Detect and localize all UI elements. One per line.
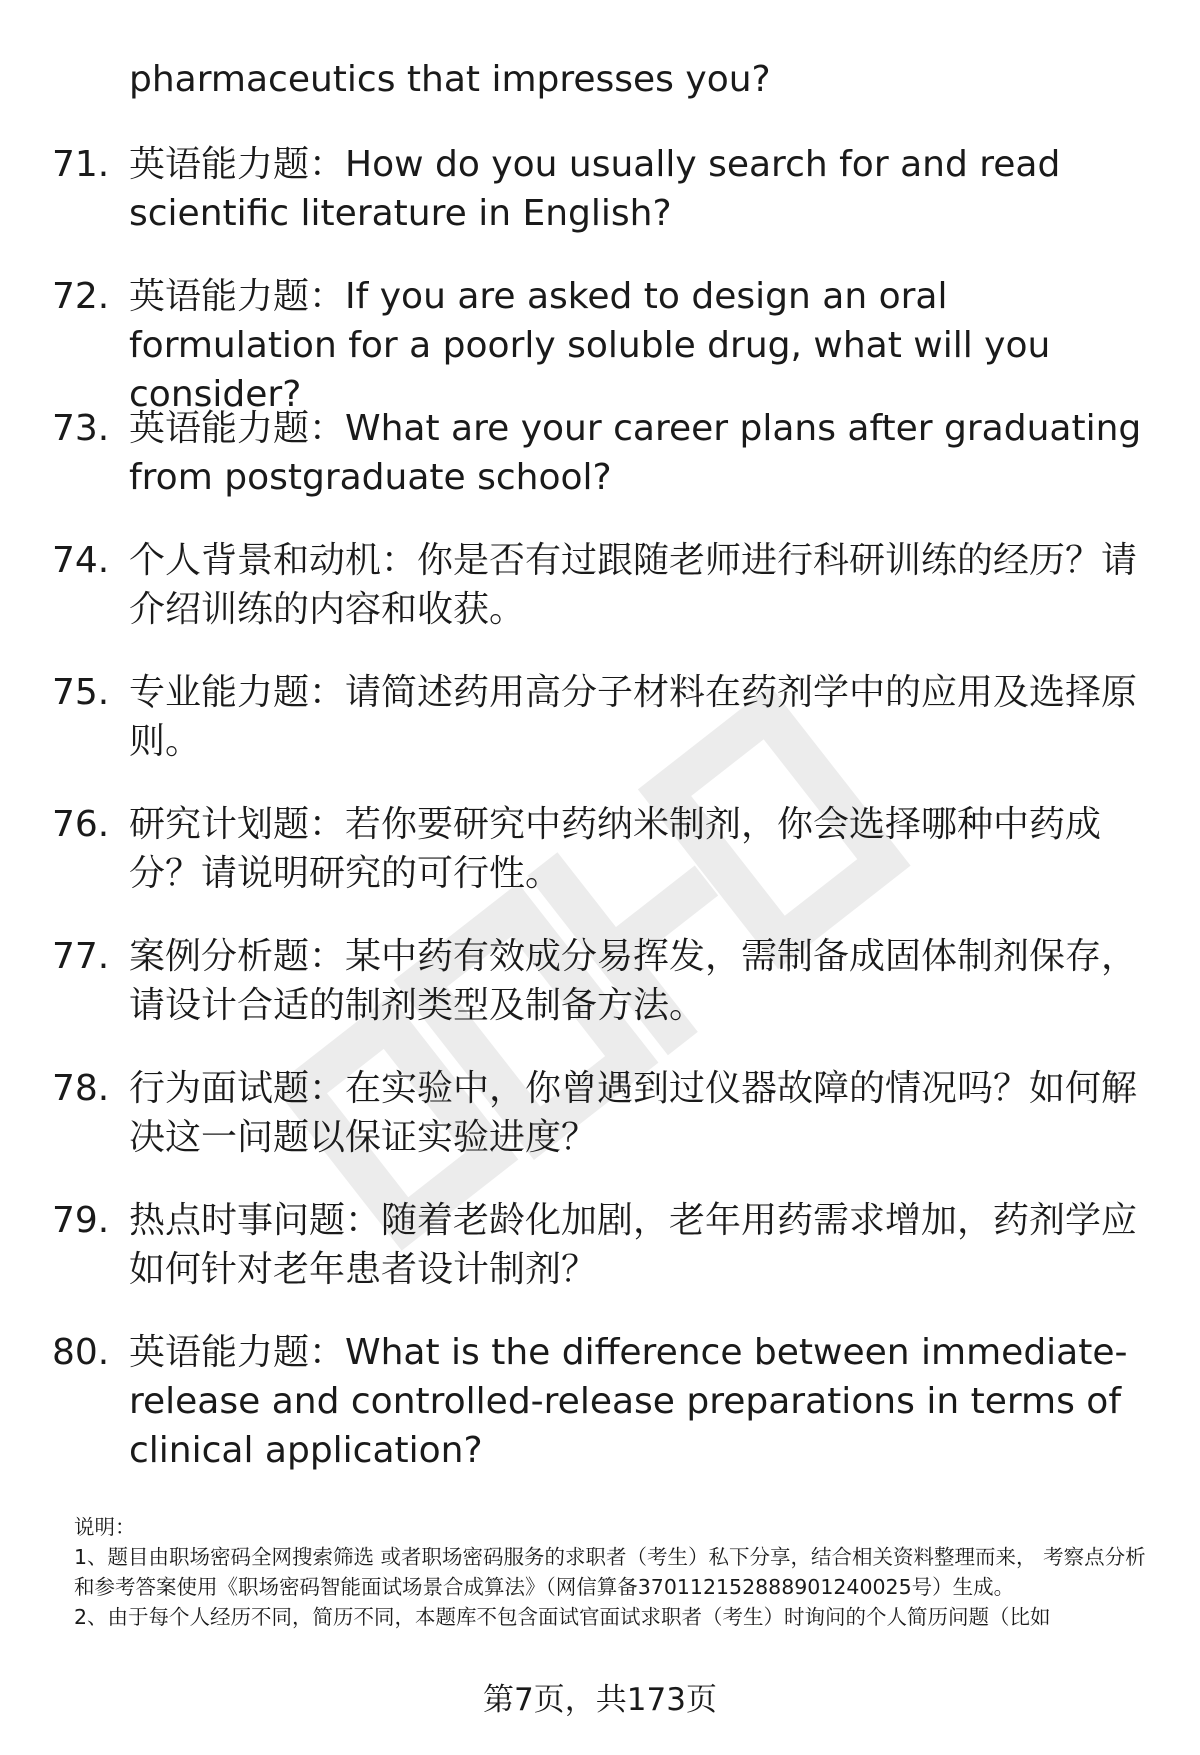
note-item: 1、题目由职场密码全网搜索筛选 或者职场密码服务的求职者（考生）私下分享，结合相关资料整理而来， 考察点分析和参考答案使用《职场密码智能面试场景合成算法》（网信算备370112152888901240025号）生成。 <box>74 1545 1146 1599</box>
question-text: 热点时事问题：随着老龄化加剧，老年用药需求增加，药剂学应如何针对老年患者设计制剂？ <box>129 1200 1138 1290</box>
question-list <box>0 140 1200 1478</box>
question-text: 个人背景和动机：你是否有过跟随老师进行科研训练的经历？请介绍训练的内容和收获。 <box>129 540 1138 630</box>
question-number: 72. <box>52 276 110 317</box>
question-item <box>0 668 1200 800</box>
question-number: 79. <box>52 1200 110 1241</box>
notes-heading: 说明： <box>74 1515 136 1539</box>
question-number: 74. <box>52 540 110 581</box>
question-number: 80. <box>52 1332 110 1373</box>
question-text: 英语能力题：What is the difference between immediate-release and controlled-release preparations in terms of clinical application? <box>129 1332 1128 1471</box>
question-number: 77. <box>52 936 110 977</box>
question-number: 78. <box>52 1068 110 1109</box>
page-number-footer: 第7页，共173页 <box>483 1682 717 1718</box>
notes-section <box>74 1512 1159 1632</box>
question-item <box>0 932 1200 1064</box>
question-item <box>0 404 1200 536</box>
question-text: 英语能力题：What are your career plans after graduating from postgraduate school? <box>129 408 1142 498</box>
question-number: 76. <box>52 804 110 845</box>
continued-question-text: pharmaceutics that impresses you? <box>129 59 771 100</box>
question-text: 案例分析题：某中药有效成分易挥发，需制备成固体制剂保存，请设计合适的制剂类型及制备方法。 <box>129 936 1138 1026</box>
question-text: 英语能力题：If you are asked to design an oral formulation for a poorly soluble drug, what will you consider? <box>129 276 1051 415</box>
question-item <box>0 1064 1200 1196</box>
question-item <box>0 1328 1200 1478</box>
question-item <box>0 140 1200 272</box>
question-item <box>0 800 1200 932</box>
question-text: 专业能力题：请简述药用高分子材料在药剂学中的应用及选择原则。 <box>129 672 1138 762</box>
question-item <box>0 536 1200 668</box>
question-text: 研究计划题：若你要研究中药纳米制剂，你会选择哪种中药成分？请说明研究的可行性。 <box>129 804 1102 894</box>
question-item <box>0 1196 1200 1328</box>
question-number: 75. <box>52 672 110 713</box>
question-number: 73. <box>52 408 110 449</box>
question-text: 行为面试题：在实验中，你曾遇到过仪器故障的情况吗？如何解决这一问题以保证实验进度？ <box>129 1068 1138 1158</box>
question-number: 71. <box>52 144 110 185</box>
question-item <box>0 272 1200 415</box>
note-item: 2、由于每个人经历不同，简历不同，本题库不包含面试官面试求职者（考生）时询问的个人简历问题（比如 <box>74 1605 1051 1629</box>
question-text: 英语能力题：How do you usually search for and read scientific literature in English? <box>129 144 1061 234</box>
